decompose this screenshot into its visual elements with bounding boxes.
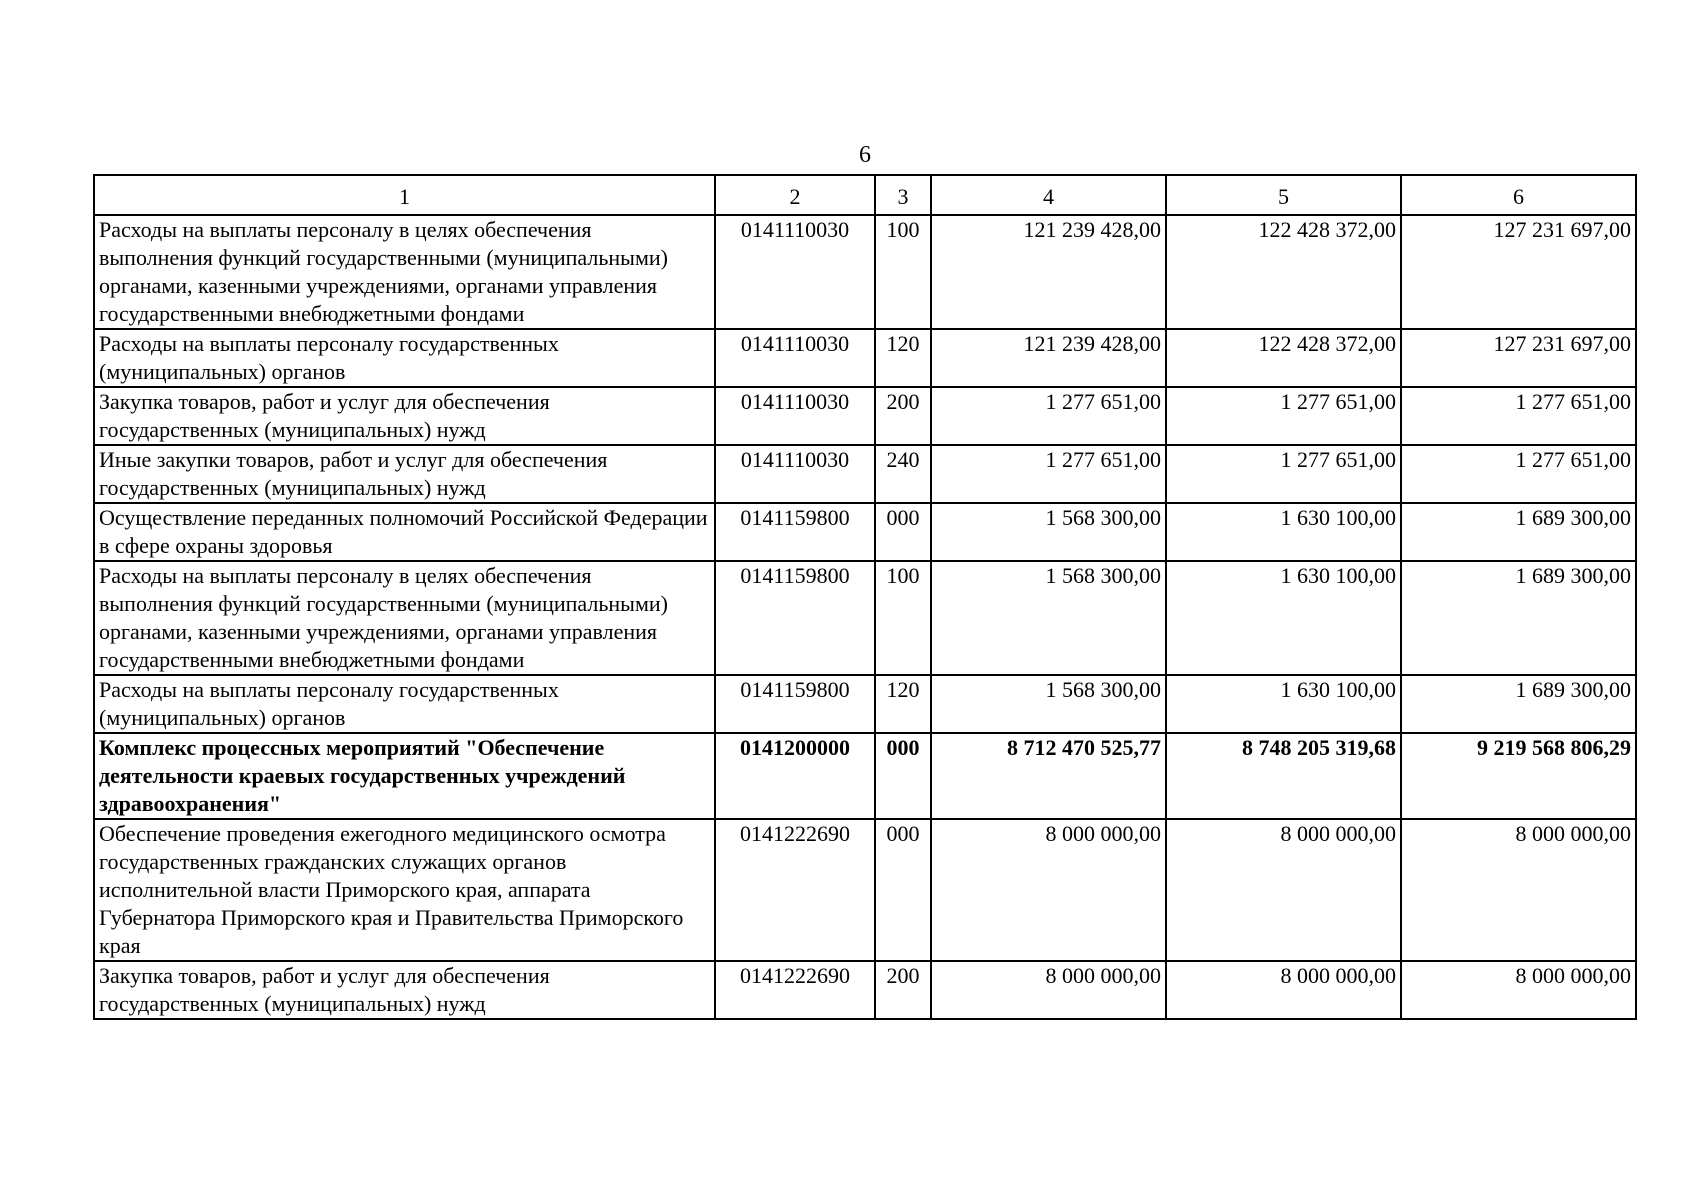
- amount-col6-cell: 127 231 697,00: [1401, 215, 1636, 329]
- table-row: [94, 215, 1636, 329]
- target-article-code-cell: 0141110030: [715, 329, 875, 387]
- amount-col6-cell: 1 277 651,00: [1401, 387, 1636, 445]
- amount-col6-cell: 1 277 651,00: [1401, 445, 1636, 503]
- expense-type-code-cell: 200: [875, 961, 931, 1019]
- column-header: 6: [1401, 175, 1636, 215]
- budget-table: [93, 174, 1637, 1020]
- expense-type-code-cell: 200: [875, 387, 931, 445]
- row-name-cell: Обеспечение проведения ежегодного медицинского осмотра государственных гражданских служащих органов исполнительной власти Приморского края, аппарата Губернатора Приморского края и Правительства Приморского края: [94, 819, 715, 961]
- amount-col5-cell: 8 748 205 319,68: [1166, 733, 1401, 819]
- row-name-cell: Расходы на выплаты персоналу государственных (муниципальных) органов: [94, 329, 715, 387]
- amount-col5-cell: 1 630 100,00: [1166, 675, 1401, 733]
- page-number: 6: [859, 142, 871, 168]
- row-name-cell: Закупка товаров, работ и услуг для обеспечения государственных (муниципальных) нужд: [94, 387, 715, 445]
- table-header-row: [94, 175, 1636, 215]
- amount-col6-cell: 8 000 000,00: [1401, 819, 1636, 961]
- expense-type-code-cell: 240: [875, 445, 931, 503]
- amount-col5-cell: 1 277 651,00: [1166, 387, 1401, 445]
- column-header: 5: [1166, 175, 1401, 215]
- amount-col6-cell: 1 689 300,00: [1401, 561, 1636, 675]
- table-row: [94, 675, 1636, 733]
- target-article-code-cell: 0141159800: [715, 675, 875, 733]
- table-row: [94, 387, 1636, 445]
- target-article-code-cell: 0141110030: [715, 445, 875, 503]
- expense-type-code-cell: 100: [875, 561, 931, 675]
- amount-col6-cell: 1 689 300,00: [1401, 503, 1636, 561]
- amount-col4-cell: 121 239 428,00: [931, 215, 1166, 329]
- amount-col5-cell: 8 000 000,00: [1166, 819, 1401, 961]
- table-row: [94, 961, 1636, 1019]
- amount-col4-cell: 1 568 300,00: [931, 675, 1166, 733]
- amount-col4-cell: 1 568 300,00: [931, 561, 1166, 675]
- expense-type-code-cell: 000: [875, 733, 931, 819]
- target-article-code-cell: 0141200000: [715, 733, 875, 819]
- column-header: 1: [94, 175, 715, 215]
- amount-col6-cell: 9 219 568 806,29: [1401, 733, 1636, 819]
- amount-col4-cell: 8 712 470 525,77: [931, 733, 1166, 819]
- expense-type-code-cell: 000: [875, 819, 931, 961]
- row-name-cell: Расходы на выплаты персоналу в целях обеспечения выполнения функций государственными (муниципальными) органами, казенными учреждениями, органами управления государственными внебюджетными фондами: [94, 215, 715, 329]
- table-row: [94, 561, 1636, 675]
- expense-type-code-cell: 000: [875, 503, 931, 561]
- amount-col5-cell: 1 630 100,00: [1166, 503, 1401, 561]
- amount-col6-cell: 127 231 697,00: [1401, 329, 1636, 387]
- amount-col5-cell: 122 428 372,00: [1166, 329, 1401, 387]
- expense-type-code-cell: 120: [875, 675, 931, 733]
- amount-col4-cell: 121 239 428,00: [931, 329, 1166, 387]
- amount-col5-cell: 1 277 651,00: [1166, 445, 1401, 503]
- amount-col4-cell: 8 000 000,00: [931, 819, 1166, 961]
- target-article-code-cell: 0141110030: [715, 387, 875, 445]
- amount-col5-cell: 1 630 100,00: [1166, 561, 1401, 675]
- column-header: 4: [931, 175, 1166, 215]
- amount-col6-cell: 1 689 300,00: [1401, 675, 1636, 733]
- amount-col6-cell: 8 000 000,00: [1401, 961, 1636, 1019]
- amount-col4-cell: 1 568 300,00: [931, 503, 1166, 561]
- table-body: [94, 215, 1636, 1019]
- target-article-code-cell: 0141159800: [715, 561, 875, 675]
- table-row: [94, 445, 1636, 503]
- expense-type-code-cell: 100: [875, 215, 931, 329]
- row-name-cell: Закупка товаров, работ и услуг для обеспечения государственных (муниципальных) нужд: [94, 961, 715, 1019]
- amount-col5-cell: 8 000 000,00: [1166, 961, 1401, 1019]
- table-row: [94, 733, 1636, 819]
- target-article-code-cell: 0141159800: [715, 503, 875, 561]
- amount-col4-cell: 1 277 651,00: [931, 387, 1166, 445]
- expense-type-code-cell: 120: [875, 329, 931, 387]
- amount-col5-cell: 122 428 372,00: [1166, 215, 1401, 329]
- target-article-code-cell: 0141222690: [715, 961, 875, 1019]
- row-name-cell: Иные закупки товаров, работ и услуг для обеспечения государственных (муниципальных) нужд: [94, 445, 715, 503]
- amount-col4-cell: 8 000 000,00: [931, 961, 1166, 1019]
- row-name-cell: Расходы на выплаты персоналу в целях обеспечения выполнения функций государственными (муниципальными) органами, казенными учреждениями, органами управления государственными внебюджетными фондами: [94, 561, 715, 675]
- amount-col4-cell: 1 277 651,00: [931, 445, 1166, 503]
- row-name-cell: Осуществление переданных полномочий Российской Федерации в сфере охраны здоровья: [94, 503, 715, 561]
- target-article-code-cell: 0141110030: [715, 215, 875, 329]
- column-header: 2: [715, 175, 875, 215]
- column-header: 3: [875, 175, 931, 215]
- row-name-cell: Комплекс процессных мероприятий "Обеспечение деятельности краевых государственных учреждений здравоохранения": [94, 733, 715, 819]
- table-row: [94, 329, 1636, 387]
- target-article-code-cell: 0141222690: [715, 819, 875, 961]
- table-row: [94, 503, 1636, 561]
- table-row: [94, 819, 1636, 961]
- row-name-cell: Расходы на выплаты персоналу государственных (муниципальных) органов: [94, 675, 715, 733]
